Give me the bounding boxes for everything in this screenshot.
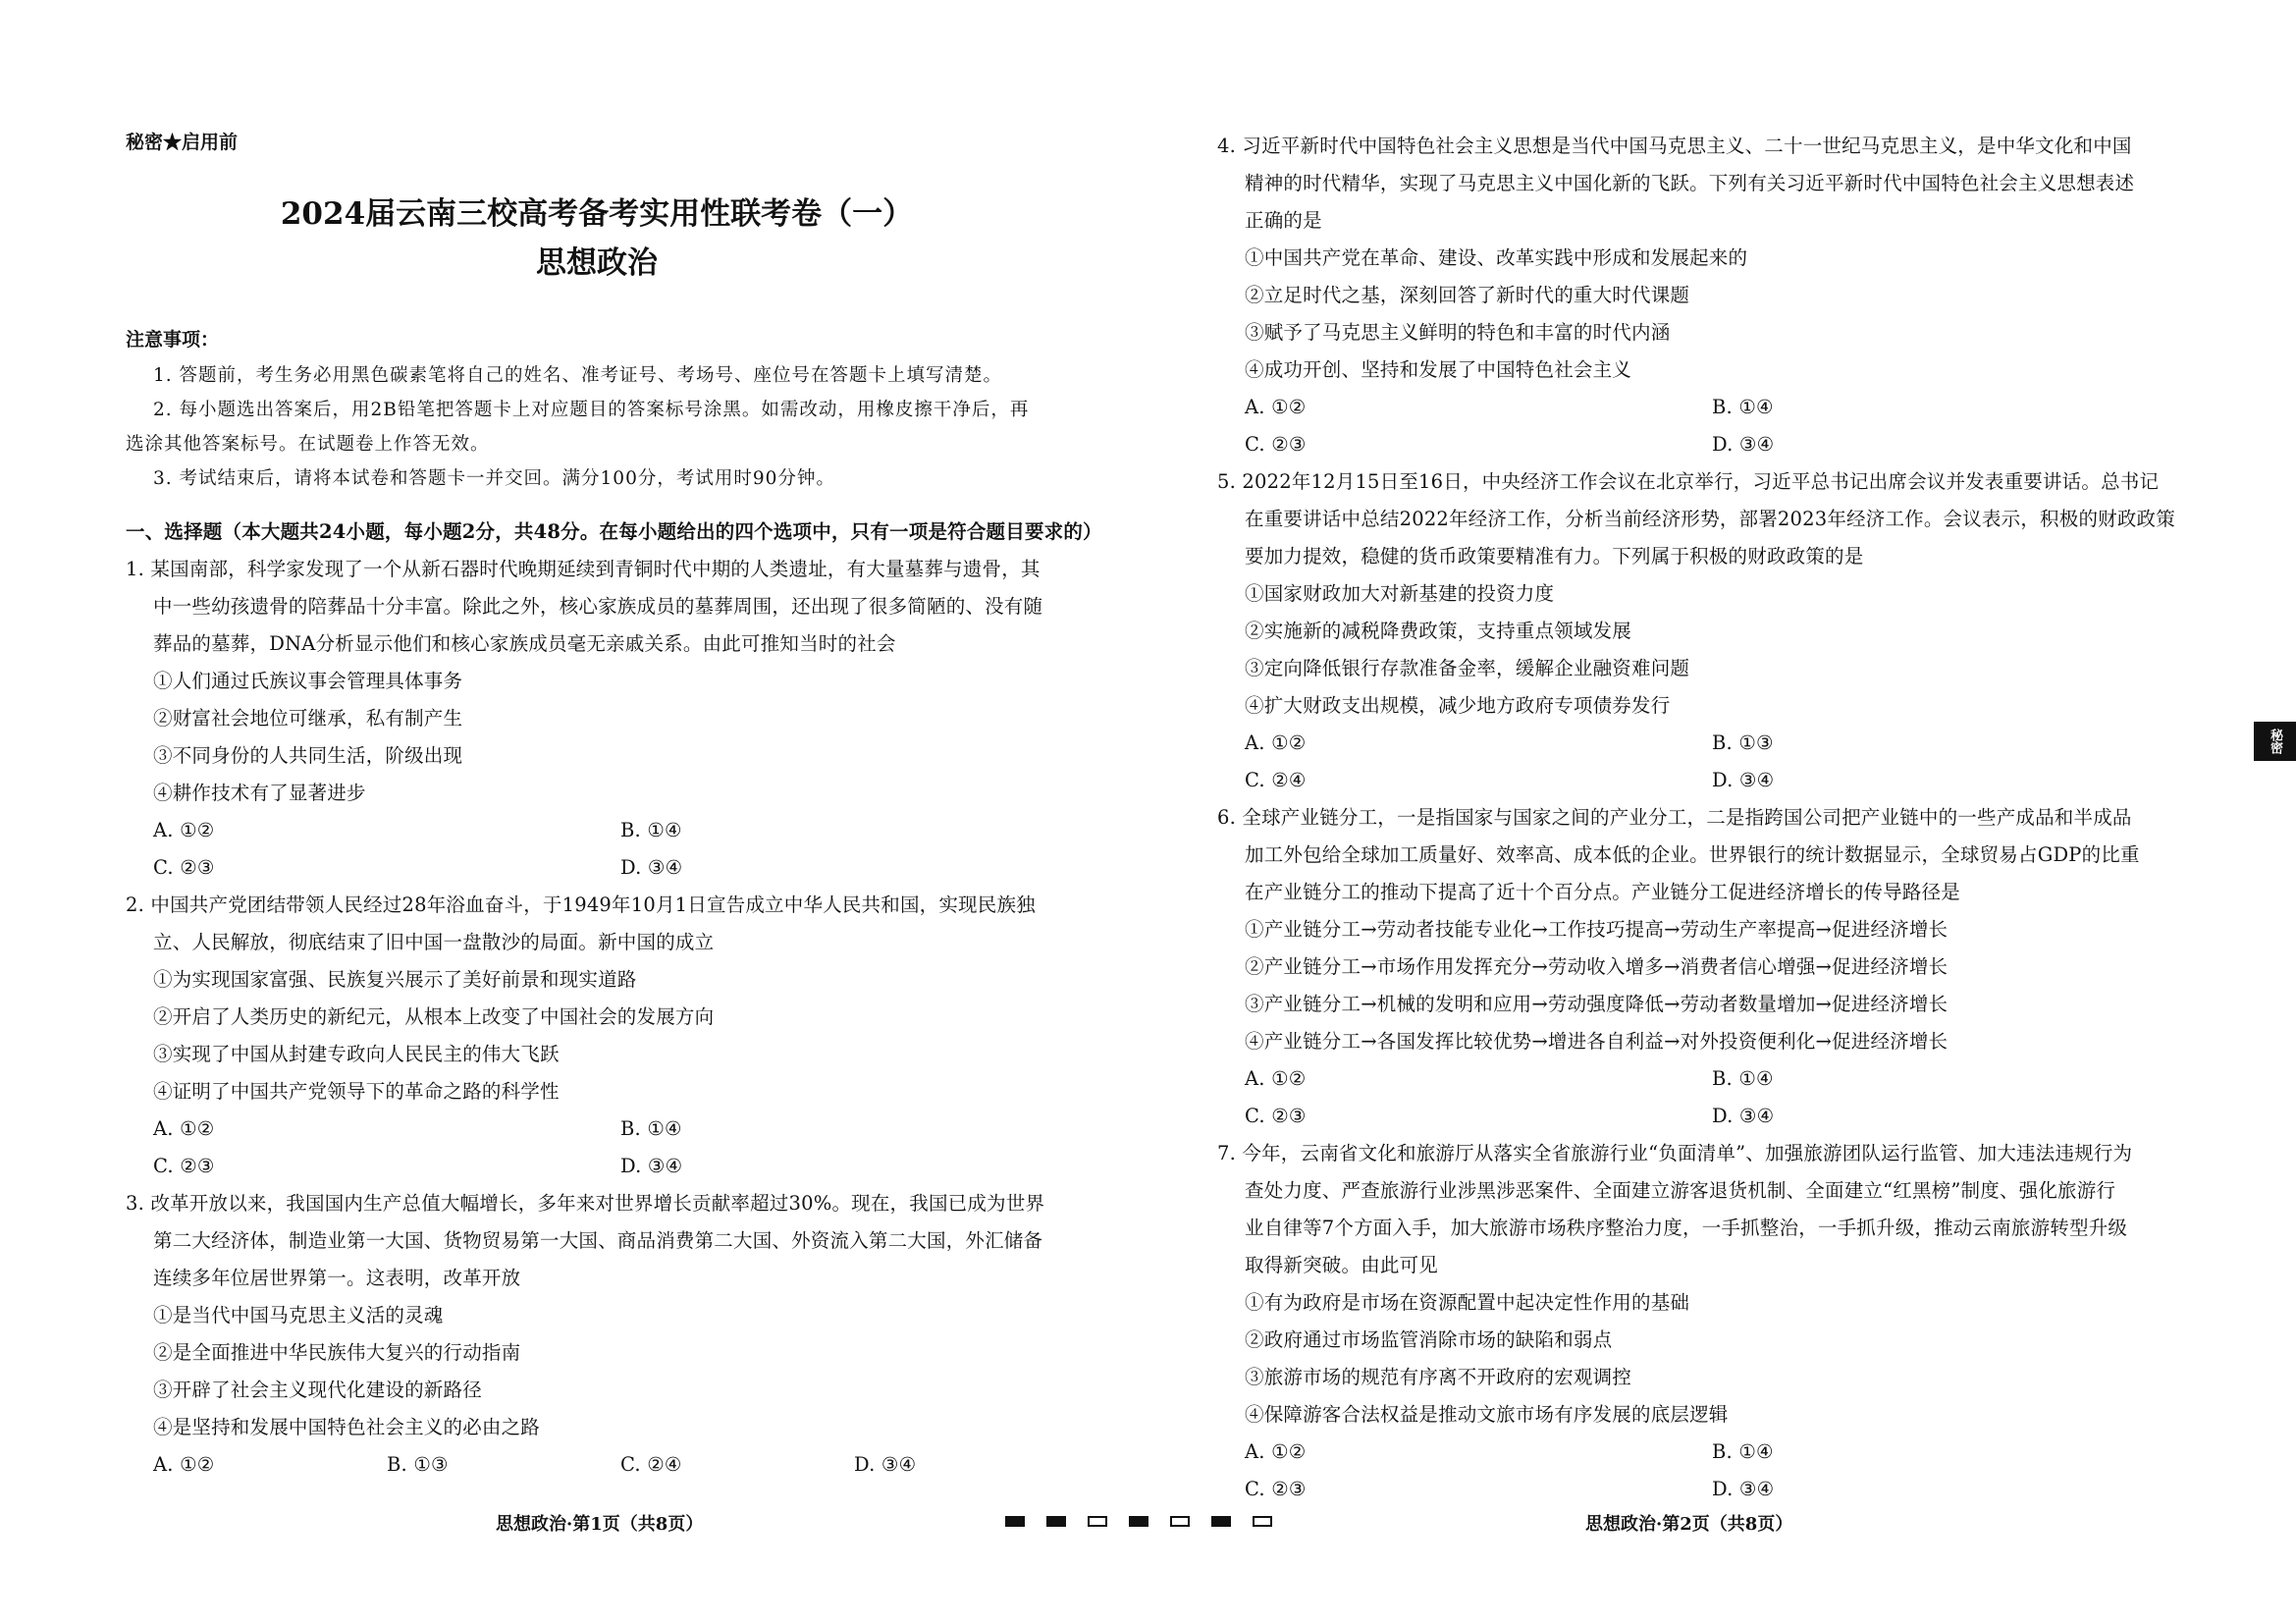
option-b[interactable]: B. ①④	[620, 819, 682, 841]
statement-item: ①为实现国家富强、民族复兴展示了美好前景和现实道路	[153, 968, 637, 991]
statement-item: ①人们通过氏族议事会管理具体事务	[153, 670, 463, 692]
option-a[interactable]: A. ①②	[1245, 1067, 1307, 1090]
statement-item: ②实施新的减税降费政策，支持重点领域发展	[1245, 620, 1632, 642]
question-6	[1217, 799, 2179, 1135]
statement-item: ④耕作技术有了显著进步	[153, 782, 366, 804]
option-c[interactable]: C. ②③	[153, 856, 215, 879]
question-stem-line: 3. 改革开放以来，我国国内生产总值大幅增长，多年来对世界增长贡献率超过30%。现在，我国已成为世界	[126, 1192, 1045, 1215]
statement-item: ③产业链分工→机械的发明和应用→劳动强度降低→劳动者数量增加→促进经济增长	[1245, 993, 1949, 1015]
question-stem-line: 查处力度、严查旅游行业涉黑涉恶案件、全面建立游客退货机制、全面建立“红黑榜”制度、强化旅游行	[1245, 1179, 2116, 1202]
statement-item: ③旅游市场的规范有序离不开政府的宏观调控	[1245, 1366, 1632, 1388]
answer-options	[1217, 762, 2179, 799]
option-c[interactable]: C. ②③	[1245, 433, 1307, 456]
statement-item: ①中国共产党在革命、建设、改革实践中形成和发展起来的	[1245, 246, 1748, 269]
statement-item: ①产业链分工→劳动者技能专业化→工作技巧提高→劳动生产率提高→促进经济增长	[1245, 918, 1949, 941]
registration-mark	[1253, 1516, 1272, 1527]
option-a[interactable]: A. ①②	[153, 1453, 215, 1476]
question-stem-line: 2. 中国共产党团结带领人民经过28年浴血奋斗，于1949年10月1日宣告成立中华人民共和国，实现民族独	[126, 893, 1036, 916]
question-5	[1217, 463, 2179, 799]
statement-item: ④是坚持和发展中国特色社会主义的必由之路	[153, 1416, 541, 1438]
statement-item: ④扩大财政支出规模，减少地方政府专项债券发行	[1245, 694, 1671, 717]
question-4	[1217, 128, 2179, 463]
option-a[interactable]: A. ①②	[153, 1117, 215, 1140]
statement-item: ①国家财政加大对新基建的投资力度	[1245, 582, 1555, 605]
answer-options	[126, 1446, 1088, 1484]
right-page	[1217, 128, 2179, 1508]
option-c[interactable]: C. ②③	[1245, 1478, 1307, 1500]
answer-options	[1217, 1471, 2179, 1508]
option-d[interactable]: D. ③④	[620, 856, 683, 879]
question-2	[126, 887, 1088, 1185]
question-stem-line: 业自律等7个方面入手，加大旅游市场秩序整治力度，一手抓整治，一手抓升级，推动云南旅游转型升级	[1245, 1217, 2128, 1239]
option-d[interactable]: D. ③④	[620, 1155, 683, 1177]
question-stem-line: 4. 习近平新时代中国特色社会主义思想是当代中国马克思主义、二十一世纪马克思主义，是中华文化和中国	[1217, 135, 2132, 157]
statement-item: ②产业链分工→市场作用发挥充分→劳动收入增多→消费者信心增强→促进经济增长	[1245, 955, 1949, 978]
answer-options	[126, 1148, 1088, 1185]
registration-mark	[1170, 1516, 1190, 1527]
notice-item-2-cont: 选涂其他答案标号。在试题卷上作答无效。	[126, 434, 490, 455]
option-d[interactable]: D. ③④	[1712, 769, 1775, 791]
statement-item: ③实现了中国从封建专政向人民民主的伟大飞跃	[153, 1043, 560, 1065]
option-b[interactable]: B. ①④	[620, 1117, 682, 1140]
question-7	[1217, 1135, 2179, 1508]
statement-item: ③赋予了马克思主义鲜明的特色和丰富的时代内涵	[1245, 321, 1671, 344]
answer-options	[126, 849, 1088, 887]
statement-item: ④证明了中国共产党领导下的革命之路的科学性	[153, 1080, 560, 1103]
page-footer-right: 思想政治·第2页（共8页）	[1585, 1514, 1793, 1535]
option-b[interactable]: B. ①③	[387, 1453, 449, 1476]
answer-options	[126, 812, 1088, 849]
option-b[interactable]: B. ①④	[1712, 396, 1774, 418]
statement-item: ②是全面推进中华民族伟大复兴的行动指南	[153, 1341, 521, 1364]
answer-options	[1217, 1098, 2179, 1135]
statement-item: ③开辟了社会主义现代化建设的新路径	[153, 1379, 482, 1401]
registration-marks	[1005, 1516, 1272, 1527]
statement-item: ②财富社会地位可继承，私有制产生	[153, 707, 463, 730]
option-d[interactable]: D. ③④	[1712, 1478, 1775, 1500]
notice-heading: 注意事项：	[126, 329, 220, 351]
question-stem-line: 在重要讲话中总结2022年经济工作，分析当前经济形势，部署2023年经济工作。会议表示，积极的财政政策	[1245, 508, 2175, 530]
question-stem-line: 连续多年位居世界第一。这表明，改革开放	[153, 1267, 521, 1289]
notice-item-2: 2. 每小题选出答案后，用2B铅笔把答题卡上对应题目的答案标号涂黑。如需改动，用橡皮擦干净后，再	[153, 400, 1030, 420]
statement-item: ①是当代中国马克思主义活的灵魂	[153, 1304, 444, 1326]
registration-mark	[1088, 1516, 1107, 1527]
left-page	[126, 128, 1102, 1484]
secret-side-tab: 秘密	[2254, 722, 2296, 761]
option-c[interactable]: C. ②④	[620, 1453, 682, 1476]
answer-options	[126, 1110, 1088, 1148]
option-a[interactable]: A. ①②	[1245, 396, 1307, 418]
answer-options	[1217, 389, 2179, 426]
option-a[interactable]: A. ①②	[153, 819, 215, 841]
question-stem-line: 在产业链分工的推动下提高了近十个百分点。产业链分工促进经济增长的传导路径是	[1245, 881, 1960, 903]
notice-item-1: 1. 答题前，考生务必用黑色碳素笔将自己的姓名、准考证号、考场号、座位号在答题卡上填写清楚。	[153, 365, 1003, 386]
question-stem-line: 葬品的墓葬，DNA分析显示他们和核心家族成员毫无亲戚关系。由此可推知当时的社会	[153, 632, 896, 655]
option-d[interactable]: D. ③④	[1712, 1105, 1775, 1127]
answer-options	[1217, 1060, 2179, 1098]
option-c[interactable]: C. ②③	[153, 1155, 215, 1177]
option-d[interactable]: D. ③④	[854, 1453, 917, 1476]
statement-item: ④成功开创、坚持和发展了中国特色社会主义	[1245, 358, 1632, 381]
option-c[interactable]: C. ②③	[1245, 1105, 1307, 1127]
registration-mark	[1129, 1516, 1148, 1527]
option-d[interactable]: D. ③④	[1712, 433, 1775, 456]
question-1	[126, 551, 1088, 887]
registration-mark	[1005, 1516, 1025, 1527]
exam-title: 2024届云南三校高考备考实用性联考卷（一）	[280, 196, 914, 232]
notice-item-3: 3. 考试结束后，请将本试卷和答题卡一并交回。满分100分，考试用时90分钟。	[153, 468, 835, 489]
option-c[interactable]: C. ②④	[1245, 769, 1307, 791]
answer-options	[1217, 1434, 2179, 1471]
question-stem-line: 7. 今年，云南省文化和旅游厅从落实全省旅游行业“负面清单”、加强旅游团队运行监管、加大违法违规行为	[1217, 1142, 2133, 1164]
option-b[interactable]: B. ①④	[1712, 1440, 1774, 1463]
section-heading: 一、选择题（本大题共24小题，每小题2分，共48分。在每小题给出的四个选项中，只有一项是符合题目要求的）	[126, 520, 1102, 543]
secret-label: 秘密★启用前	[126, 132, 239, 153]
question-3	[126, 1185, 1088, 1484]
answer-options	[1217, 426, 2179, 463]
option-a[interactable]: A. ①②	[1245, 1440, 1307, 1463]
answer-options	[1217, 725, 2179, 762]
option-a[interactable]: A. ①②	[1245, 731, 1307, 754]
question-stem-line: 取得新突破。由此可见	[1245, 1254, 1439, 1276]
statement-item: ④保障游客合法权益是推动文旅市场有序发展的底层逻辑	[1245, 1403, 1729, 1426]
question-stem-line: 正确的是	[1245, 209, 1322, 232]
statement-item: ③不同身份的人共同生活，阶级出现	[153, 744, 463, 767]
question-stem-line: 1. 某国南部，科学家发现了一个从新石器时代晚期延续到青铜时代中期的人类遗址，有大量墓葬与遗骨，其	[126, 558, 1041, 580]
registration-mark	[1046, 1516, 1066, 1527]
question-stem-line: 第二大经济体，制造业第一大国、货物贸易第一大国、商品消费第二大国、外资流入第二大国，外汇储备	[153, 1229, 1043, 1252]
question-stem-line: 5. 2022年12月15日至16日，中央经济工作会议在北京举行，习近平总书记出席会议并发表重要讲话。总书记	[1217, 470, 2160, 493]
question-stem-line: 6. 全球产业链分工，一是指国家与国家之间的产业分工，二是指跨国公司把产业链中的一些产成品和半成品	[1217, 806, 2132, 829]
question-stem-line: 立、人民解放，彻底结束了旧中国一盘散沙的局面。新中国的成立	[153, 931, 715, 953]
statement-item: ④产业链分工→各国发挥比较优势→增进各自利益→对外投资便利化→促进经济增长	[1245, 1030, 1949, 1053]
option-b[interactable]: B. ①③	[1712, 731, 1774, 754]
question-stem-line: 要加力提效，稳健的货币政策要精准有力。下列属于积极的财政政策的是	[1245, 545, 1864, 568]
statement-item: ②立足时代之基，深刻回答了新时代的重大时代课题	[1245, 284, 1690, 306]
page-footer-left: 思想政治·第1页（共8页）	[496, 1514, 704, 1535]
question-stem-line: 加工外包给全球加工质量好、效率高、成本低的企业。世界银行的统计数据显示，全球贸易占GDP的比重	[1245, 843, 2140, 866]
subject-title: 思想政治	[536, 245, 658, 281]
statement-item: ③定向降低银行存款准备金率，缓解企业融资难问题	[1245, 657, 1690, 679]
registration-mark	[1211, 1516, 1231, 1527]
question-stem-line: 中一些幼孩遗骨的陪葬品十分丰富。除此之外，核心家族成员的墓葬周围，还出现了很多简陋的、没有随	[153, 595, 1043, 618]
question-stem-line: 精神的时代精华，实现了马克思主义中国化新的飞跃。下列有关习近平新时代中国特色社会主义思想表述	[1245, 172, 2135, 194]
statement-item: ①有为政府是市场在资源配置中起决定性作用的基础	[1245, 1291, 1690, 1314]
option-b[interactable]: B. ①④	[1712, 1067, 1774, 1090]
statement-item: ②开启了人类历史的新纪元，从根本上改变了中国社会的发展方向	[153, 1005, 715, 1028]
statement-item: ②政府通过市场监管消除市场的缺陷和弱点	[1245, 1328, 1613, 1351]
